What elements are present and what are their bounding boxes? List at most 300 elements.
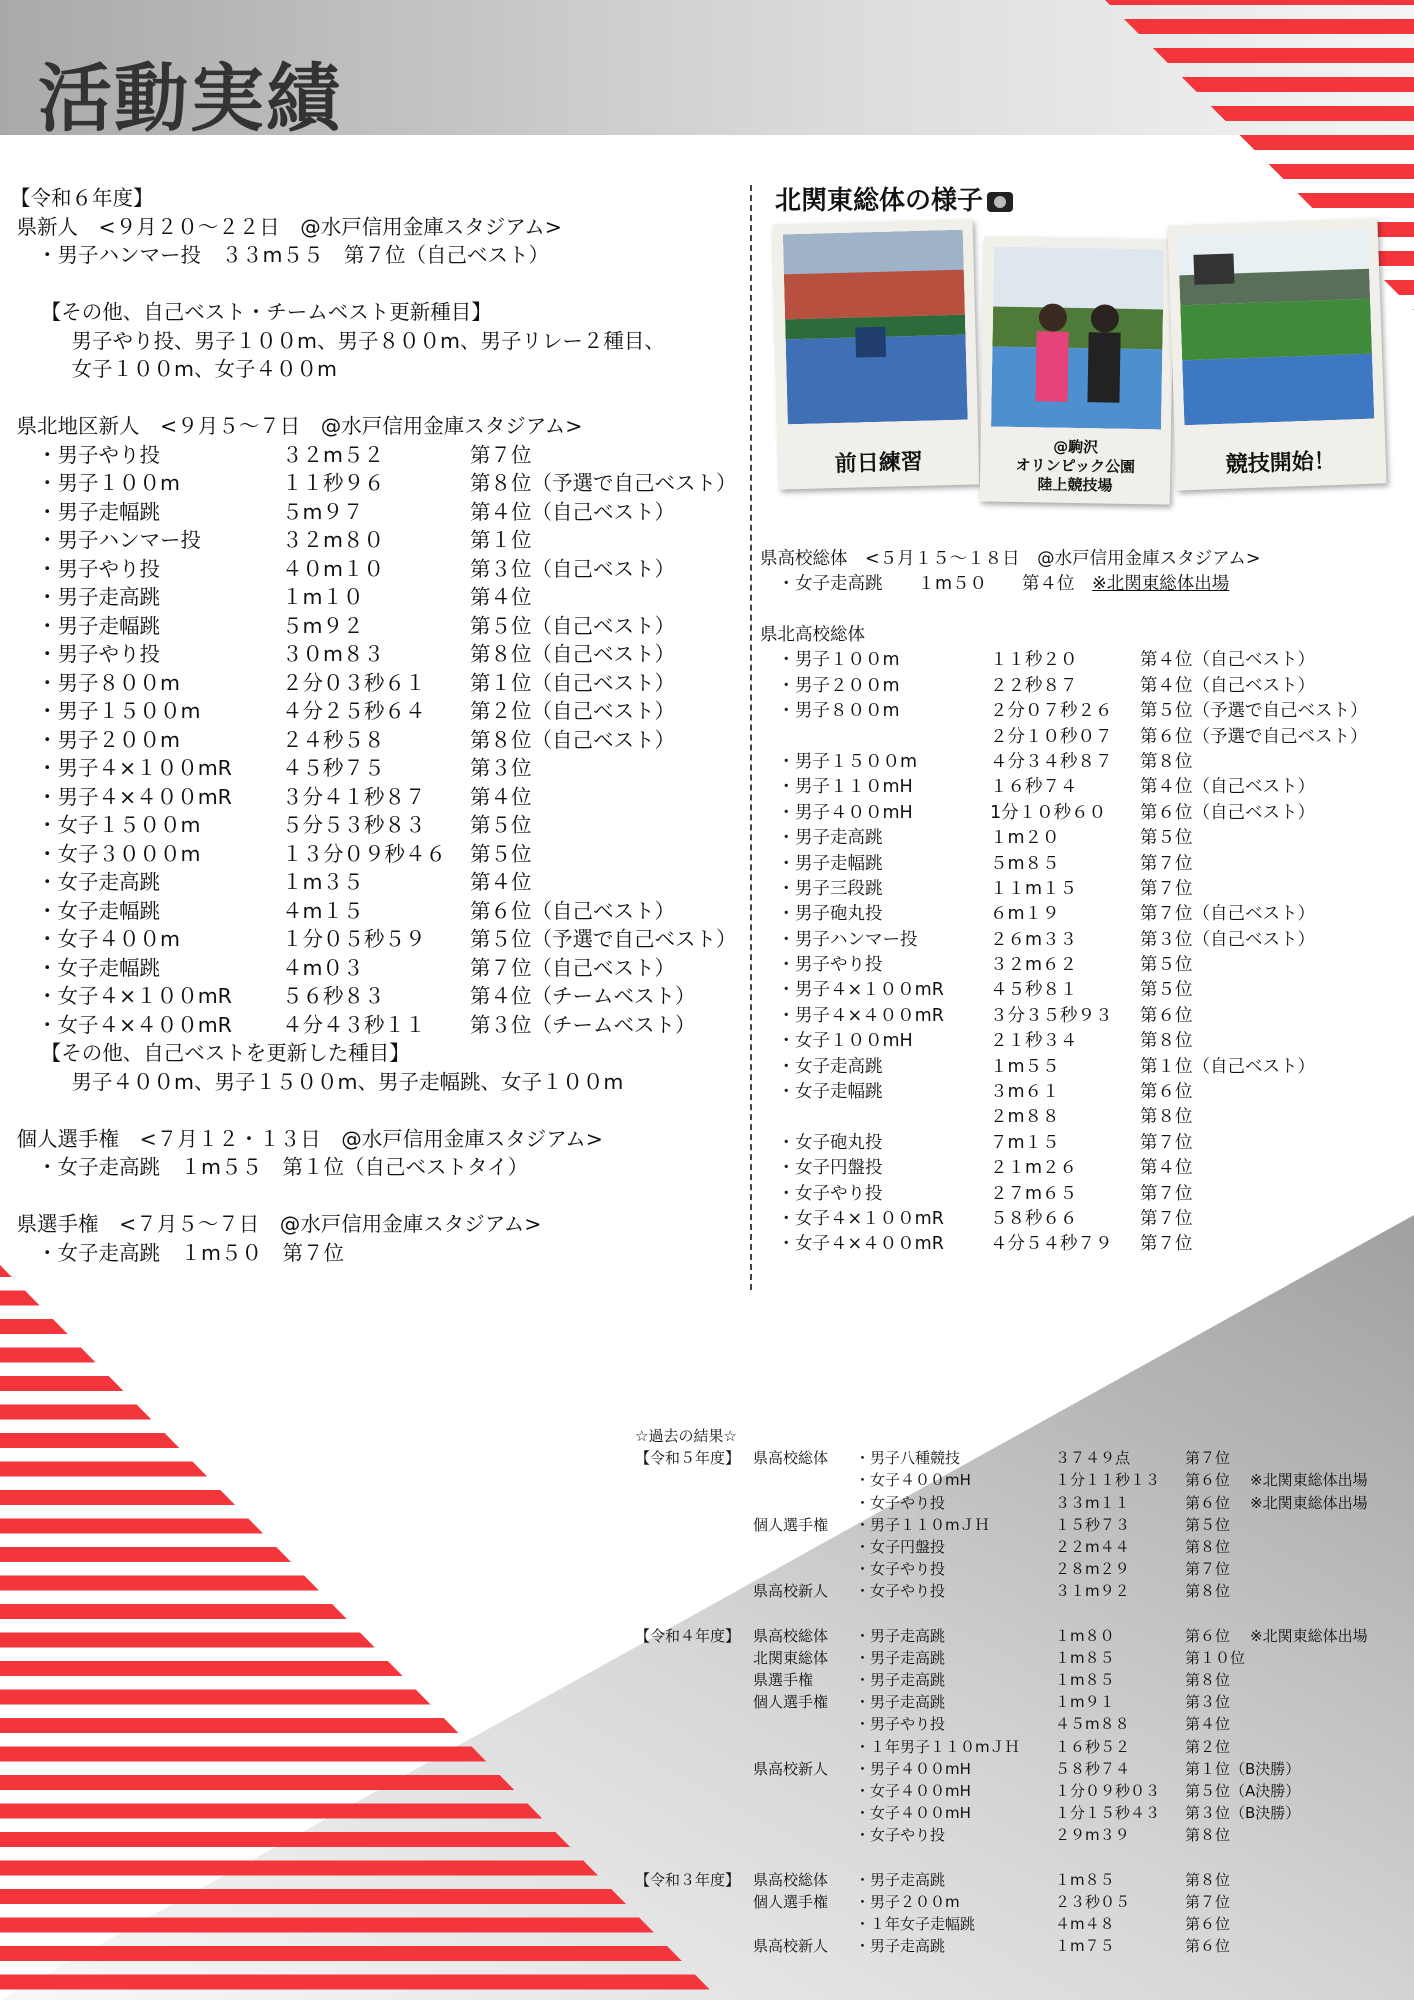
cell-c1: ・女子１００mH: [760, 1031, 913, 1052]
list-item: [760, 1004, 1410, 1029]
list-item: [760, 1207, 1410, 1232]
stripe: [0, 1376, 760, 1391]
list-item: [635, 1935, 1395, 1957]
list-item: [10, 184, 750, 213]
cell-c2: ２m８８: [990, 1107, 1060, 1128]
list-item: [635, 1447, 1395, 1469]
list-item: [635, 1647, 1395, 1669]
cell-c3: 第４位（自己ベスト）: [1140, 650, 1315, 671]
competition-photo-image: [1178, 229, 1375, 426]
cell-c2: ４m０３: [282, 955, 364, 980]
cell-c2: １６秒７４: [990, 777, 1078, 798]
column-divider: [750, 185, 752, 1290]
cell-c4: 第８位: [1185, 1582, 1231, 1601]
cell-c3: 第８位: [1140, 1107, 1193, 1128]
list-item: [635, 1492, 1395, 1514]
list-item: [760, 699, 1410, 724]
past-results-section: [635, 1425, 1395, 1958]
cell-c2: ６m１９: [990, 904, 1060, 925]
list-item: [635, 1802, 1395, 1824]
stripe: [0, 1405, 760, 1420]
cell-c3: 第５位: [1140, 828, 1193, 849]
cell-c1: ・男子やり投: [10, 442, 161, 467]
list-item: [10, 982, 750, 1011]
list-item: [760, 775, 1410, 800]
list-item: [760, 801, 1410, 826]
kenkoko-sotai-heading: 県高校総体 <５月１５～１８日 @水戸信用金庫スタジアム>: [760, 549, 1261, 569]
list-item: [635, 1514, 1395, 1536]
list-item: [10, 1068, 750, 1097]
cell-c2: ７m１５: [990, 1132, 1060, 1153]
list-item: [10, 897, 750, 926]
list-item: [10, 783, 750, 812]
kenkoko-sotai-row: ・女子走高跳 １m５０ 第４位 ※北関東総体出場: [760, 574, 1230, 595]
cell-c1: 個人選手権: [753, 1892, 829, 1911]
cell-c5: ※北関東総体出場: [1250, 1471, 1368, 1490]
cell-c1: 県高校新人: [753, 1937, 829, 1956]
cell-c3: 第７位: [1140, 1132, 1193, 1153]
cell-c3: 第４位（自己ベスト）: [1140, 675, 1315, 696]
cell-c1: ・男子４×４００mR: [10, 784, 232, 809]
cell-c2: ４分４３秒１１: [282, 1012, 426, 1037]
cell-c3: 第４位: [470, 870, 532, 894]
list-item: [10, 1182, 750, 1211]
cell-c1: ・女子走幅跳: [10, 898, 161, 923]
cell-c4: 第８位: [1185, 1826, 1231, 1845]
cell-c2: ３m６１: [990, 1082, 1060, 1103]
list-item: [10, 925, 750, 954]
cell-c3: 第５位（予選で自己ベスト）: [470, 927, 737, 951]
cell-c2: ２分０７秒２６: [990, 701, 1113, 722]
cell-c3: 第８位: [1140, 1031, 1193, 1052]
cell-c1: ・男子８００m: [760, 701, 900, 722]
kitakanto-note: ※北関東総体出場: [1092, 574, 1230, 595]
cell-c1: ・女子４×１００mR: [10, 984, 232, 1008]
list-item: [760, 928, 1410, 953]
cell-c3: ２９m３９: [1055, 1826, 1130, 1845]
cell-c4: 第７位: [1185, 1892, 1231, 1911]
list-item: [760, 902, 1410, 927]
cell-c2: ・男子走高跳: [855, 1648, 946, 1667]
list-item: [760, 852, 1410, 877]
list-item: [10, 555, 750, 584]
cell-c3: 第７位: [470, 442, 532, 467]
list-item: [10, 469, 750, 498]
stripe: [1000, 164, 1414, 179]
list-item: [760, 725, 1410, 750]
cell-c3: 第３位: [470, 756, 532, 780]
cell-c2: ・１年男子１１０mＪＨ: [855, 1737, 1020, 1756]
list-item: [10, 583, 750, 612]
list-item: [10, 498, 750, 527]
list-item: [10, 811, 750, 840]
cell-c1: ・男子１００m: [10, 471, 180, 495]
list-item: [10, 213, 750, 242]
cell-c3: ２３秒０５: [1055, 1892, 1131, 1911]
cell-c2: ・女子円盤投: [855, 1537, 946, 1556]
list-item: [760, 1156, 1410, 1181]
list-item: [10, 412, 750, 441]
list-item: [10, 754, 750, 783]
cell-c1: ・女子円盤投: [760, 1158, 883, 1179]
cell-c3: 第６位（予選で自己ベスト）: [1140, 726, 1368, 747]
cell-c2: ５m８５: [990, 853, 1060, 874]
cell-c3: 第７位: [1140, 1183, 1193, 1204]
list-item: [760, 1232, 1410, 1257]
cell-c5: ※北関東総体出場: [1250, 1493, 1368, 1512]
list-item: [635, 1891, 1395, 1913]
cell-c2: ・女子４００mH: [855, 1804, 971, 1823]
list-item: [10, 1210, 750, 1239]
kenpoku-sotai-section: [760, 623, 1410, 1258]
list-item: [10, 327, 750, 356]
cell-c1: ・男子やり投: [760, 955, 883, 976]
cell-c5: ※北関東総体出場: [1250, 1626, 1368, 1645]
list-item: [635, 1869, 1395, 1891]
cell-c1: ・男子１５００m: [760, 751, 918, 772]
cell-c1: ・女子走高跳: [10, 870, 161, 894]
cell-c3: 第７位: [1140, 1234, 1193, 1255]
cell-c1: ・女子３０００m: [10, 841, 201, 866]
cell-c1: ・男子ハンマー投: [10, 528, 202, 552]
cell-c3: １分０９秒０３: [1055, 1782, 1161, 1800]
list-item: [10, 954, 750, 983]
list-item: [635, 1603, 1395, 1625]
cell-c1: ・女子走幅跳: [10, 955, 161, 980]
cell-c2: １分０５秒５９: [282, 927, 426, 951]
cell-c3: １６秒５２: [1055, 1737, 1131, 1756]
stripe: [0, 1975, 760, 1990]
cell-c1: ・男子４×１００mR: [10, 756, 232, 780]
cell-c4: 第７位: [1185, 1560, 1231, 1579]
cell-c2: ・男子走高跳: [855, 1870, 946, 1889]
cell-c1: ・男子走高跳: [760, 828, 883, 849]
cell-c2: ２６m３３: [990, 929, 1078, 950]
cell-c3: 第５位（予選で自己ベスト）: [1140, 701, 1368, 722]
cell-c1: 北関東総体: [753, 1648, 829, 1667]
cell-c2: ・女子やり投: [855, 1493, 946, 1512]
cell-c2: ・男子走高跳: [855, 1626, 946, 1645]
list-item: [10, 726, 750, 755]
cell-c3: 第５位（自己ベスト）: [470, 613, 675, 638]
cell-c3: ２２m４４: [1055, 1537, 1130, 1556]
list-item: [10, 868, 750, 897]
cell-c1: 県高校新人: [753, 1759, 829, 1778]
cell-c2: ３分４１秒８７: [282, 784, 426, 809]
photo-section-title: 北関東総体の様子: [775, 180, 1013, 217]
stripe: [0, 1348, 760, 1363]
cell-c2: ４５秒７５: [282, 756, 385, 780]
list-item: [760, 1131, 1410, 1156]
cell-c1: 県北地区新人 <９月５～７日 @水戸信用金庫スタジアム>: [10, 414, 583, 438]
photo-venue: [980, 236, 1175, 504]
cell-c1: 県高校総体: [753, 1626, 829, 1645]
cell-c2: ２７m６５: [990, 1183, 1078, 1204]
cell-c3: １m８５: [1055, 1870, 1115, 1889]
cell-c1: ・男子走幅跳: [10, 499, 161, 524]
list-item: [760, 1055, 1410, 1080]
cell-c1: 県高校総体: [753, 1870, 829, 1889]
photo-caption-venue: @駒沢 オリンピック公園 陸上競技場: [1015, 437, 1136, 495]
list-item: [760, 1080, 1410, 1105]
cell-c2: ２１m２６: [990, 1158, 1078, 1179]
cell-c2: ３２m５２: [282, 442, 384, 467]
cell-c3: 第７位: [1140, 1208, 1193, 1229]
kenkoko-sotai-section: [760, 547, 1410, 598]
list-item: [635, 1625, 1395, 1647]
list-item: [10, 384, 750, 413]
cell-c2: ・男子２００m: [855, 1892, 960, 1911]
cell-c3: 第４位（チームベスト）: [470, 984, 696, 1008]
cell-c1: ・女子走高跳: [760, 1056, 883, 1077]
cell-c3: 第６位（自己ベスト）: [470, 898, 675, 923]
list-item: [760, 648, 1410, 673]
cell-c3: ３７４９点: [1055, 1449, 1131, 1468]
cell-c3: １m９１: [1055, 1693, 1115, 1712]
cell-c4: 第８位: [1185, 1537, 1231, 1556]
cell-c2: ・男子走高跳: [855, 1937, 946, 1956]
cell-c3: 第８位（予選で自己ベスト）: [470, 471, 737, 495]
cell-c4: 第８位: [1185, 1870, 1231, 1889]
list-item: [635, 1736, 1395, 1758]
cell-c1: ・女子４×４００mR: [10, 1012, 232, 1037]
cell-c4: 第１０位: [1185, 1648, 1246, 1667]
cell-c2: １１m１５: [990, 878, 1078, 899]
cell-c2: ４０m１０: [282, 556, 384, 581]
cell-c1: ・男子４×１００mR: [760, 980, 944, 1001]
cell-c3: 第７位: [1140, 878, 1193, 899]
cell-c1: ・女子やり投: [760, 1183, 883, 1204]
cell-c2: 1分１０秒６０: [990, 802, 1107, 823]
cell-c1: ・男子やり投: [10, 642, 161, 666]
cell-c3: 第４位: [1140, 1158, 1193, 1179]
cell-c3: 第５位: [1140, 980, 1193, 1001]
cell-c1: 男子４００m、男子１５００m、男子走幅跳、女子１００m: [10, 1069, 624, 1094]
cell-c2: ・男子八種競技: [855, 1449, 961, 1468]
practice-photo-image: [783, 230, 968, 425]
cell-c1: ・男子２００m: [760, 675, 900, 696]
cell-c4: 第４位: [1185, 1715, 1231, 1734]
cell-c3: 第６位: [1140, 1005, 1193, 1026]
cell-c3: 第７位（自己ベスト）: [470, 955, 675, 980]
cell-c4: 第１位（B決勝）: [1185, 1759, 1301, 1778]
cell-c3: 第５位: [470, 813, 532, 837]
cell-c4: 第５位（A決勝）: [1185, 1782, 1301, 1800]
stripe: [1000, 135, 1414, 150]
cell-c1: 女子１００m、女子４００m: [10, 357, 337, 381]
cell-c2: １m２０: [990, 828, 1060, 849]
cell-c3: １分１１秒１３: [1055, 1471, 1161, 1490]
cell-c1: ・女子４００m: [10, 927, 180, 951]
cell-c1: ・女子砲丸投: [760, 1132, 883, 1153]
cell-c2: ・女子４００mH: [855, 1471, 971, 1490]
cell-c2: １m１０: [282, 585, 364, 609]
cell-c1: ・男子４００mH: [760, 802, 913, 823]
cell-c3: 第４位（自己ベスト）: [1140, 777, 1315, 798]
cell-c2: ・男子走高跳: [855, 1693, 946, 1712]
list-item: [10, 1039, 750, 1068]
cell-c2: ２分１０秒０７: [990, 726, 1113, 747]
list-item: [10, 1153, 750, 1182]
cell-c3: 第１位: [470, 528, 532, 552]
cell-c2: ４分２５秒６４: [282, 699, 426, 723]
cell-c1: ・男子８００m: [10, 670, 180, 695]
cell-c1: 個人選手権: [753, 1515, 829, 1534]
cell-c3: 第８位（自己ベスト）: [470, 727, 675, 752]
cell-c3: 第５位: [1140, 955, 1193, 976]
cell-c2: ４５秒８１: [990, 980, 1078, 1001]
cell-c3: ３３m１１: [1055, 1493, 1130, 1512]
cell-c2: ・女子４００mH: [855, 1782, 971, 1800]
cell-c4: 第６位: [1185, 1626, 1231, 1645]
list-item: [760, 674, 1410, 699]
list-item: [10, 669, 750, 698]
list-item: [10, 640, 750, 669]
cell-c2: １３分０９秒４６: [282, 841, 446, 866]
cell-c4: 第６位: [1185, 1915, 1231, 1934]
cell-c4: 第６位: [1185, 1471, 1231, 1490]
cell-c2: ２２秒８７: [990, 675, 1078, 696]
cell-c1: ・男子ハンマー投: [760, 929, 918, 950]
results-2024-list: [10, 184, 750, 1267]
cell-c1: ・男子２００m: [10, 727, 180, 752]
past-results-heading: ☆過去の結果☆: [635, 1427, 737, 1445]
cell-c2: ・１年女子走幅跳: [855, 1915, 976, 1934]
camera-icon: [987, 192, 1013, 212]
cell-c1: ・男子走幅跳: [760, 853, 883, 874]
cell-c0: 【令和３年度】: [635, 1870, 741, 1889]
cell-c1: ・男子走幅跳: [10, 613, 161, 638]
list-item: [10, 441, 750, 470]
list-item: [10, 298, 750, 327]
list-item: [10, 1239, 750, 1268]
cell-c3: 第７位: [1140, 853, 1193, 874]
cell-c1: ・男子やり投: [10, 556, 161, 581]
cell-c3: ３１m９２: [1055, 1582, 1130, 1601]
photo-caption-practice: 前日練習: [834, 449, 924, 478]
cell-c2: ３２m６２: [990, 955, 1078, 976]
cell-c1: 【その他、自己ベスト・チームベスト更新種目】: [10, 300, 492, 324]
list-item: [10, 697, 750, 726]
list-item: [10, 1125, 750, 1154]
list-item: [10, 1011, 750, 1040]
cell-c4: 第７位: [1185, 1449, 1231, 1468]
list-item: [10, 612, 750, 641]
cell-c4: 第６位: [1185, 1937, 1231, 1956]
cell-c1: 男子やり投、男子１００m、男子８００m、男子リレー２種目、: [10, 328, 665, 353]
cell-c2: １１秒９６: [282, 471, 385, 495]
list-item: [10, 526, 750, 555]
cell-c2: ・男子やり投: [855, 1715, 946, 1734]
list-item: [10, 355, 750, 384]
cell-c4: 第６位: [1185, 1493, 1231, 1512]
cell-c2: ３２m８０: [282, 528, 384, 552]
cell-c2: ４m１５: [282, 898, 364, 923]
cell-c3: 第７位（自己ベスト）: [1140, 904, 1315, 925]
cell-c3: １m８５: [1055, 1648, 1115, 1667]
cell-c2: ５m９２: [282, 613, 364, 638]
cell-c2: ４分３４秒８７: [990, 751, 1113, 772]
cell-c1: 【令和６年度】: [10, 186, 154, 210]
cell-c4: 第５位: [1185, 1515, 1231, 1534]
cell-c2: ３０m８３: [282, 642, 384, 666]
cell-c1: ・女子走高跳 １m５５ 第１位（自己ベストタイ）: [10, 1155, 529, 1179]
cell-c3: １分１５秒４３: [1055, 1804, 1161, 1823]
cell-c3: 第８位（自己ベスト）: [470, 642, 675, 666]
cell-c1: ・男子１５００m: [10, 699, 201, 723]
stripe: [0, 1319, 760, 1334]
list-item: [635, 1780, 1395, 1802]
photo-caption-competition: 競技開始！: [1225, 449, 1337, 478]
cell-c1: 個人選手権: [753, 1693, 829, 1712]
cell-c2: ３分３５秒９３: [990, 1005, 1113, 1026]
cell-c3: １５秒７３: [1055, 1515, 1131, 1534]
cell-c1: ・女子４×４００mR: [760, 1234, 944, 1255]
cell-c3: 第３位（自己ベスト）: [1140, 929, 1315, 950]
cell-c3: 第４位: [470, 585, 532, 609]
list-item: [635, 1469, 1395, 1491]
cell-c3: 第６位（自己ベスト）: [1140, 802, 1315, 823]
cell-c2: １m５５: [990, 1056, 1060, 1077]
list-item: [635, 1669, 1395, 1691]
cell-c3: 第４位: [470, 784, 532, 809]
cell-c3: 第１位（自己ベスト）: [1140, 1056, 1315, 1077]
cell-c2: １１秒２０: [990, 650, 1078, 671]
list-item: [635, 1913, 1395, 1935]
cell-c3: 第３位（チームベスト）: [470, 1012, 696, 1037]
list-item: [760, 826, 1410, 851]
list-item: [760, 953, 1410, 978]
cell-c1: ・女子走高跳 １m５０ 第７位: [10, 1240, 344, 1265]
cell-c2: ・男子４００mH: [855, 1759, 971, 1778]
cell-c1: ・男子砲丸投: [760, 904, 883, 925]
cell-c1: ・男子１００m: [760, 650, 900, 671]
cell-c2: ５８秒６６: [990, 1208, 1078, 1229]
cell-c1: ・男子三段跳: [760, 878, 883, 899]
cell-c2: ２１秒３４: [990, 1031, 1078, 1052]
cell-c2: ５m９７: [282, 499, 364, 524]
cell-c2: ２４秒５８: [282, 727, 385, 752]
list-item: [10, 241, 750, 270]
cell-c1: 県選手権: [753, 1671, 814, 1690]
stripe: [0, 1291, 760, 1306]
list-item: [635, 1847, 1395, 1869]
list-item: [635, 1691, 1395, 1713]
cell-c2: ・女子やり投: [855, 1582, 946, 1601]
cell-c1: 県高校総体: [753, 1449, 829, 1468]
list-item: [760, 1029, 1410, 1054]
list-item: [635, 1536, 1395, 1558]
list-item: [635, 1558, 1395, 1580]
cell-c3: ２８m２９: [1055, 1560, 1130, 1579]
list-item: [10, 840, 750, 869]
cell-c1: 個人選手権 <７月１２・１３日 @水戸信用金庫スタジアム>: [10, 1126, 603, 1151]
list-item: [760, 877, 1410, 902]
cell-c3: 第５位: [470, 841, 532, 866]
cell-c1: 【その他、自己ベストを更新した種目】: [10, 1041, 410, 1065]
list-item: [635, 1758, 1395, 1780]
stripe: [1000, 193, 1414, 208]
venue-photo-image: [991, 247, 1164, 430]
cell-c2: ５分５３秒８３: [282, 813, 426, 837]
cell-c0: 【令和５年度】: [635, 1449, 741, 1468]
list-item: [760, 1105, 1410, 1130]
photo-competition: [1167, 218, 1386, 490]
cell-c2: ・男子１１０mＪＨ: [855, 1515, 990, 1534]
cell-c3: 第８位: [1140, 751, 1193, 772]
cell-c1: ・女子４×１００mR: [760, 1208, 944, 1229]
cell-c0: 【令和４年度】: [635, 1626, 741, 1645]
